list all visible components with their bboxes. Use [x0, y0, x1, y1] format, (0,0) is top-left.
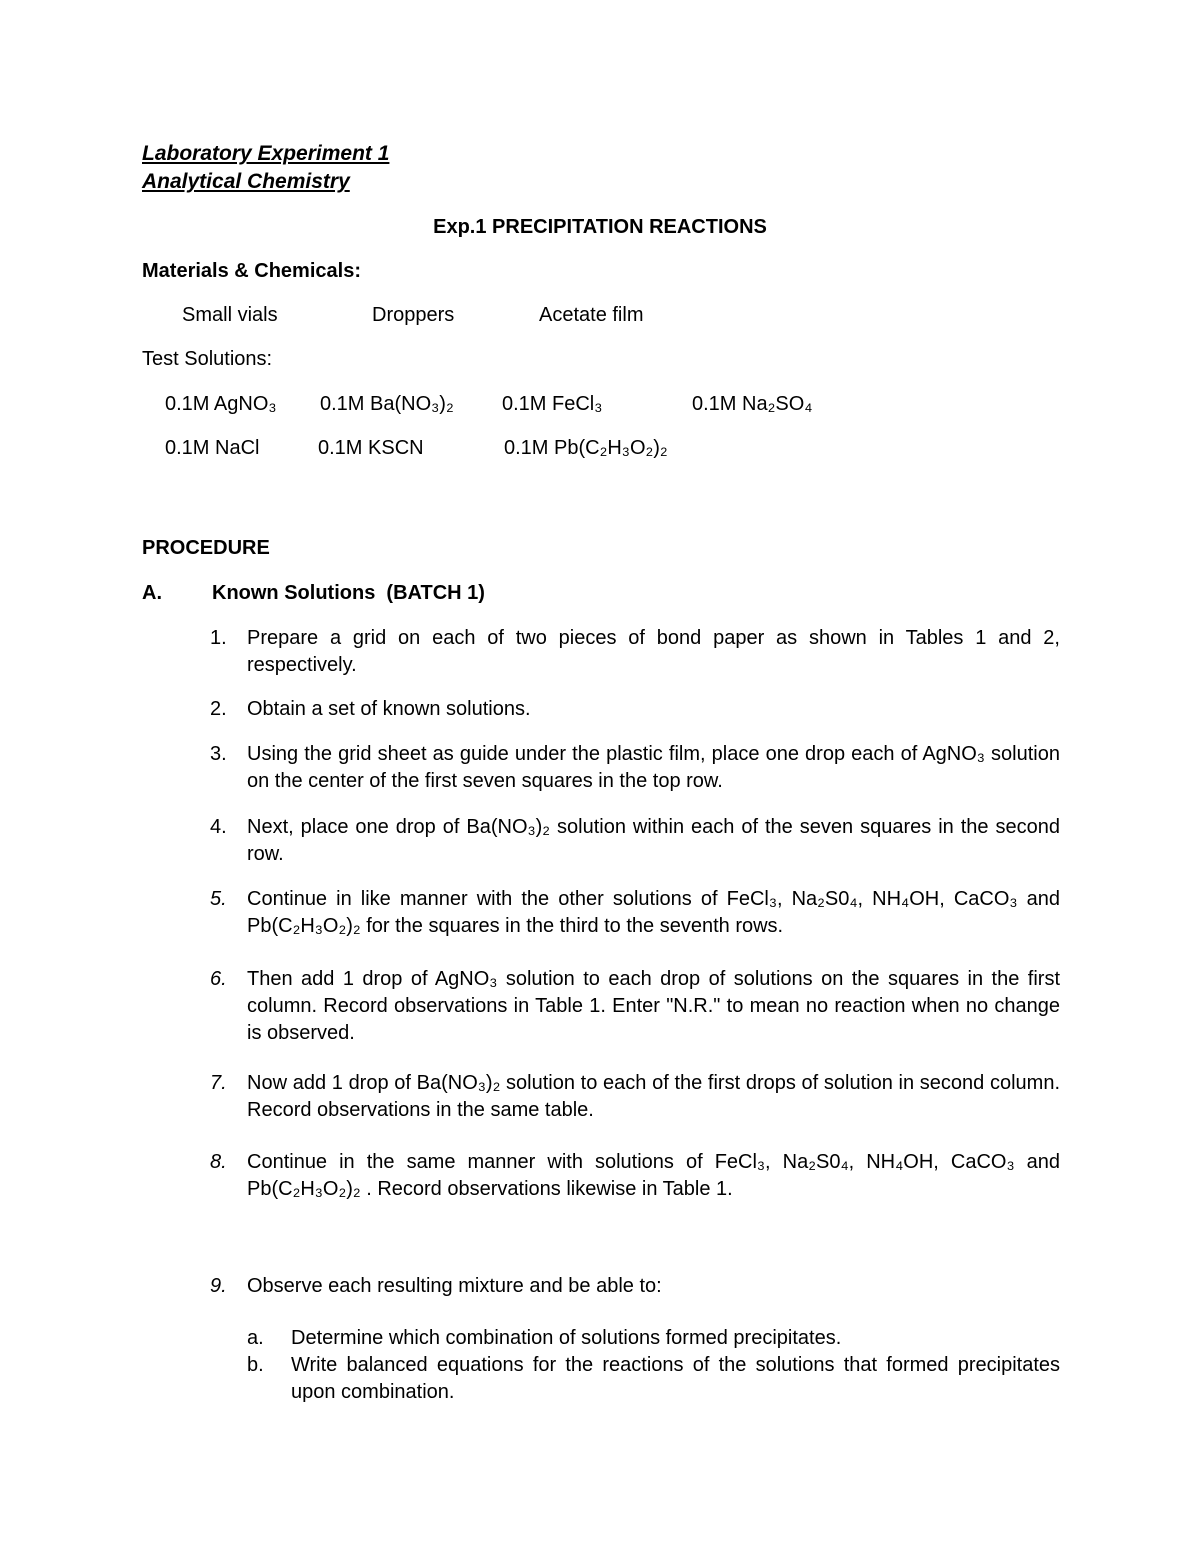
solution-item: 0.1M Ba(NO₃)₂ — [320, 393, 454, 415]
procedure-substep — [247, 1352, 1060, 1406]
material-item: Acetate film — [539, 304, 644, 326]
solution-item: 0.1M AgNO₃ — [165, 393, 277, 415]
procedure-step — [210, 696, 1060, 723]
section-letter: A. — [142, 582, 162, 604]
step-text: Using the grid sheet as guide under the plastic film, place one drop each of AgNO₃ solution on the center of the first seven squares in the top row. — [247, 743, 1060, 792]
procedure-step — [210, 1070, 1060, 1124]
procedure-substep — [247, 1325, 1060, 1352]
substep-letter: a. — [247, 1327, 264, 1349]
procedure-step — [210, 886, 1060, 940]
step-text: Observe each resulting mixture and be able to: — [247, 1275, 662, 1297]
procedure-step — [210, 1273, 1060, 1300]
header-course-label: Analytical Chemistry — [142, 170, 350, 193]
step-text: Then add 1 drop of AgNO₃ solution to each drop of solutions on the squares in the first column. Record observations in Table 1. Enter "N.R." to mean no reaction when no change is observed. — [247, 968, 1060, 1044]
step-number: 7. — [210, 1072, 227, 1094]
procedure-step — [210, 1149, 1060, 1203]
test-solutions-heading: Test Solutions: — [142, 348, 273, 370]
procedure-step — [210, 966, 1060, 1047]
section-title: Known Solutions (BATCH 1) — [212, 582, 485, 604]
step-text: Prepare a grid on each of two pieces of bond paper as shown in Tables 1 and 2, respectively. — [247, 627, 1060, 676]
solution-item: 0.1M NaCl — [165, 437, 260, 459]
solution-item: 0.1M FeCl₃ — [502, 393, 603, 415]
step-number: 3. — [210, 743, 227, 765]
step-text: Obtain a set of known solutions. — [247, 698, 531, 720]
substep-text: Determine which combination of solutions formed precipitates. — [291, 1327, 842, 1349]
step-number: 4. — [210, 816, 227, 838]
substep-text: Write balanced equations for the reactions of the solutions that formed precipitates upon combination. — [291, 1354, 1060, 1403]
procedure-step — [210, 814, 1060, 868]
substep-letter: b. — [247, 1354, 264, 1376]
page-title: Exp.1 PRECIPITATION REACTIONS — [433, 216, 767, 238]
material-item: Droppers — [372, 304, 455, 326]
procedure-heading: PROCEDURE — [142, 537, 270, 559]
step-number: 2. — [210, 698, 227, 720]
step-number: 5. — [210, 888, 227, 910]
step-text: Continue in the same manner with solutions of FeCl₃, Na₂S0₄, NH₄OH, CaCO₃ and Pb(C₂H₃O₂)₂ . Record observations likewise in Table 1. — [247, 1151, 1060, 1200]
header-experiment-label: Laboratory Experiment 1 — [142, 142, 390, 165]
solution-item: 0.1M KSCN — [318, 437, 424, 459]
step-number: 6. — [210, 968, 227, 990]
step-number: 8. — [210, 1151, 227, 1173]
solution-item: 0.1M Na₂SO₄ — [692, 393, 813, 415]
step-text: Next, place one drop of Ba(NO₃)₂ solution within each of the seven squares in the second row. — [247, 816, 1060, 865]
step-text: Continue in like manner with the other solutions of FeCl₃, Na₂S0₄, NH₄OH, CaCO₃ and Pb(C₂H₃O₂)₂ for the squares in the third to the seventh rows. — [247, 888, 1060, 937]
step-text: Now add 1 drop of Ba(NO₃)₂ solution to each of the first drops of solution in second column. Record observations in the same table. — [247, 1072, 1060, 1121]
materials-heading: Materials & Chemicals: — [142, 260, 361, 282]
procedure-step — [210, 625, 1060, 679]
step-number: 1. — [210, 627, 227, 649]
procedure-step — [210, 741, 1060, 795]
material-item: Small vials — [182, 304, 278, 326]
step-number: 9. — [210, 1275, 227, 1297]
solution-item: 0.1M Pb(C₂H₃O₂)₂ — [504, 437, 668, 459]
